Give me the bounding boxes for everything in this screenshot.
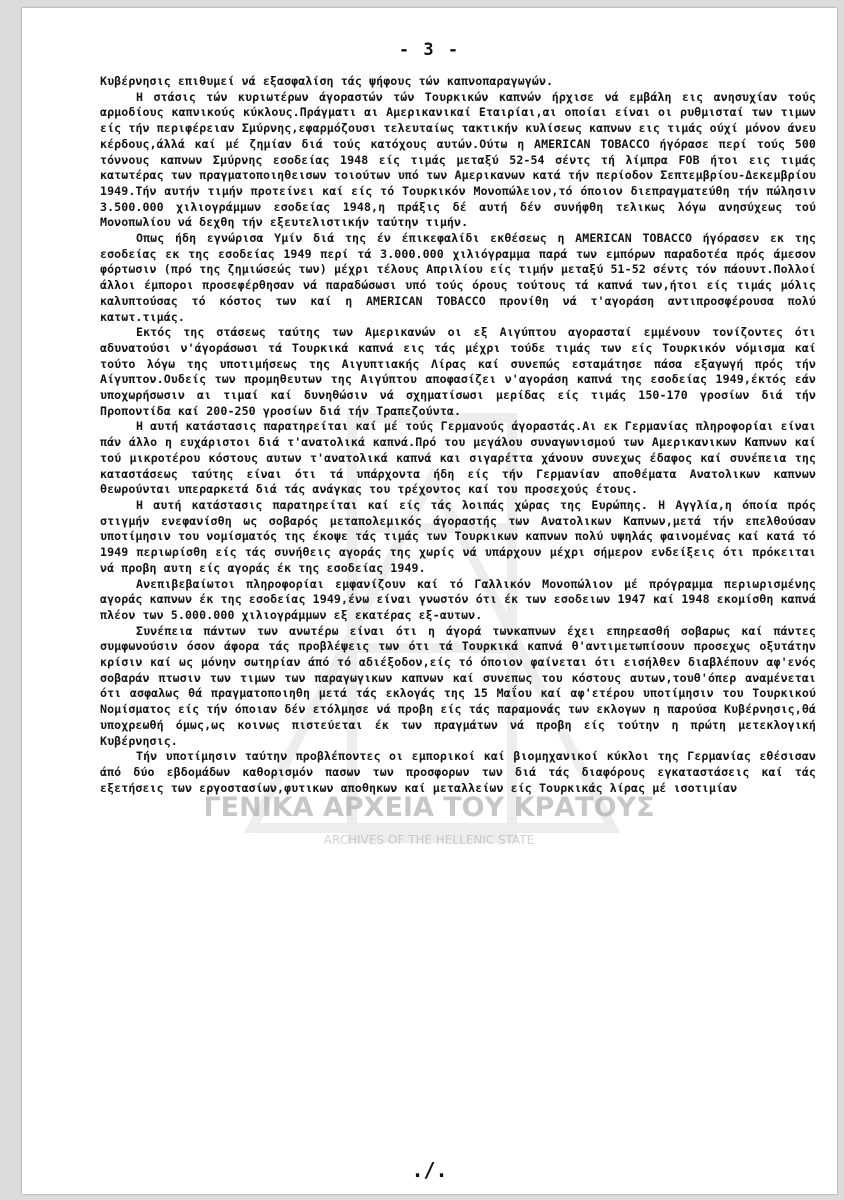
paragraph-8: Συνέπεια πάντων των ανωτέρω είναι ότι η άγορά τωνκαπνων έχει επηρεασθή σοβαρως καί πάντες συμφωνούσιν όσον άφορα τάς προβλέψεις των ότι τά Τουρκικά καπνά θ'αντιμετωπίσουν προσεχως οξυτάτην κρίσιν καί ως μόνην σωτηρίαν άπό τό αδιέξοδον,είς τό όποιον φαίνεται ότι εισήλθεν διαβλέπουν αφ'ενός σοβαράν πτωσιν των τιμων των παραγωγικων καπνων καί συνεπως του κόστους αυτων,τουθ'όπερ αναμένεται ότι ασφαλως θά πραγματοποιηθη μετά τάς εκλογάς της 15 Μαΐου καί αφ'ετέρου υποτίμησιν του Τουρκικού Νομίσματος είς τήν όποιαν δέν ετόλμησε νά προβη είς τάς παραμονάς των εκλογων η παρούσα Κυβέρνησις,θά υποχρεωθή όμως,ως κοινως πιστεύεται έκ των πραγμάτων νά προβη είς τούτην η πρώτη μετεκλογική Κυβέρνησις. <box>100 623 816 748</box>
paragraph-3: Οπως ήδη εγνώρισα Υμίν διά της έν έπικεφαλίδι εκθέσεως η AMERICAN TOBACCO ήγόρασεν εκ της εσοδείας εκ της εσοδείας 1949 περί τά 3.000.000 χιλιόγραμμα παρά των εμπόρων παραδοτέα πρός άμεσον φόρτωσιν (πρό της ζημιώσεώς των) μέχρι τέλους Απριλίου είς τιμήν μεταξύ 51-52 σέντς τόν πάουντ.Πολλοί άλλοι έμποροι προσεφέρθησαν νά παραδώσωσι υπό τούς όρους τούτους τά καπνά των,ήτοι είς τιμάς μόλις καλυπτούσας τό κόστος των καί η AMERICAN TOBACCO προνίθη νά τ'αγοράση αντιπροσφέρουσα πολύ κατωτ.τιμάς. <box>100 231 816 324</box>
document-body <box>100 74 816 796</box>
paragraph-4: Εκτός της στάσεως ταύτης των Αμερικανών οι εξ Αιγύπτου αγορασταί εμμένουν τονίζοντες ότι αδυνατούσι ν'άγοράσωσι τά Τουρκικά καπνά εις τάς μέχρι τούδε τιμάς των είς Τουρκικόν νόμισμα καί τούτο λόγω της υποτιμήσεως της Αιγυπτιακής Λίρας καί συνεπώς εσταμάτησε πάσα εξαγωγή πρός τήν Αίγυπτον.Ουδείς των προμηθευτων της Αιγύπτου αποφασίζει ν'αγοράση καπνά της εσοδείας 1949,έκτός εάν υποχωρήσωσιν αι τιμαί καί δυνηθώσιν νά σχηματίσωσι μερίδας είς τιμάς 150-170 γροσίων διά τήν Προποντίδα καί 200-250 γροσίων διά τήν Τραπεζούντα. <box>100 325 816 418</box>
paragraph-1: Κυβέρνησις επιθυμεί νά εξασφαλίση τάς ψήφους τών καπνοπαραγωγών. <box>100 74 554 88</box>
paragraph-7: Ανεπιβεβαίωτοι πληροφορίαι εμφανίζουν καί τό Γαλλικόν Μονοπώλιον μέ πρόγραμμα περιωρισμένης αγοράς καπνων έκ της εσοδείας 1949,ένω είναι γνωστόν ότι έκ των εσοδειων 1947 καί 1948 εκομίσθη καπνά πλέον των 5.000.000 χιλιογράμμων εξ εκατέρας εξ-αυτων. <box>100 576 816 622</box>
paragraph-9: Τήν υποτίμησιν ταύτην προβλέποντες οι εμπορικοί καί βιομηχανικοί κύκλοι της Γερμανίας εθέσισαν άπό δύο εβδομάδων καθορισμόν πασων των προσφορων των διά τάς διαφόρους εγκαταστάσεις καί τάς εξετήσεις των εργοστασίων,φυτικων αποθηκων καί μεταλλείων είς Τουρκικάς λίρας μέ ισοτιμίαν <box>100 749 816 795</box>
continuation-mark: ./. <box>411 1158 448 1182</box>
paragraph-6: Η αυτή κατάστασις παρατηρείται καί είς τάς λοιπάς χώρας της Ευρώπης. Η Αγγλία,η όποία πρός στιγμήν ενεφανίσθη ως σοβαρός μεταπολεμικός άγοραστής των Ανατολικων Καπνων,μετά τήν επελθούσαν υποτίμησιν του νομίσματός της έκοψε τάς τιμάς των Τουρκικων καπνων πολύ υψηλάς φαινομένας καί κατά τό 1949 περιωρίσθη είς τάς συνήθεις αγοράς της χωρίς νά υπάρχουν μέχρι σήμερον ενδείξεις ότι πρόκειται νά προβη αυτη είς αγοράς έκ της εσοδείας 1949. <box>100 497 816 575</box>
watermark-subtext: ARCHIVES OF THE HELLENIC STATE <box>323 833 535 847</box>
document-page <box>22 8 837 1194</box>
watermark-text: ΓΕΝΙΚΑ ΑΡΧΕΙΑ ΤΟΥ ΚΡΑΤΟΥΣ <box>203 792 655 823</box>
page-number: - 3 - <box>398 40 461 60</box>
paragraph-5: Η αυτή κατάστασις παρατηρείται καί μέ τούς Γερμανούς άγοραστάς.Αι εκ Γερμανίας πληροφορίαι είναι πάν άλλο η ευχάριστοι διά τ'ανατολικά καπνά.Πρό του μεγάλου συναγωνισμού των Αμερικανικων Καπνων καί τού μικροτέρου κόστους αυτων τ'ανατολικά καπνά και σιγαρέττα χάνουν συνεχως έδαφος καί συνέπεια της καταστάσεως ταύτης είναι ότι τά υπάρχοντα ήδη είς τήν Γερμανίαν αποθέματα Ανατολικων καπνων θεωρούνται υπεραρκετά διά τάς ανάγκας του τρέχοντος καί του προσεχούς έτους. <box>100 419 816 497</box>
paragraph-2: Η στάσις τών κυριωτέρων άγοραστών τών Τουρκικών καπνών ήρχισε νά εμβάλη εις ανησυχίαν τούς αρμοδίους καπνικούς κύκλους.Πράγματι αι Αμερικανικαί Εταιρίαι,αι οποίαι είναι οι ρυθμισταί των τιμων είς τήν περιφέρειαν Σμύρνης,εφαρμόζουσι τελευταίως τακτικήν κυλίσεως καπνων εις τιμάς ούχί μόνον άνευ κέρδους,άλλά καί μέ ζημίαν διά τούς κατόχους αυτών.Ούτω η AMERICAN TOBACCO ήγόρασε περί τούς 500 τόννους καπνων Σμύρνης εσοδείας 1948 είς τιμάς μεταξύ 52-54 σέντς τή λίμπρα FOB ήτοι εις τιμάς κατωτέρας των πραγματοποιηθεισων τοιούτων υπό των Αμερικανων κατά τήν περίοδον Σεπτεμβρίου-Δεκεμβρίου 1949.Τήν αυτήν τιμήν προτείνει καί είς τό Τουρκικόν Μονοπώλειον,τό όποιον διεπραγματεύθη τήν πώλησιν 3.500.000 χιλιογράμμων εσοδείας 1948,η πράξις δέ αυτή δέν συνήφθη τελικως λόγω ανησύχεως τού Μονοπωλίου νά δεχθη τήν εξευτελιστικήν ταύτην τιμήν. <box>100 89 816 230</box>
